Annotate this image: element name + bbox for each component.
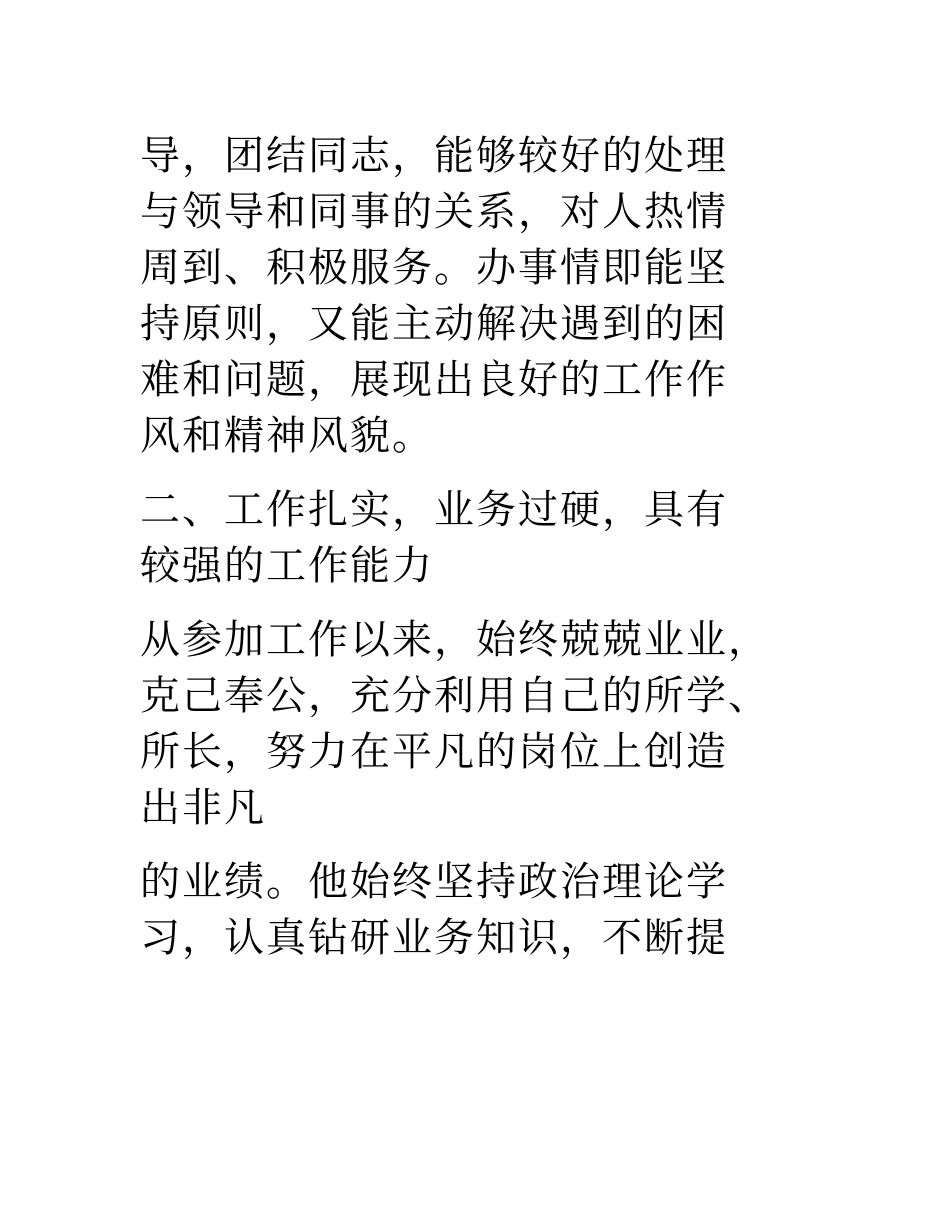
text-line: 出非凡	[140, 785, 266, 831]
text-line: 导，团结同志，能够较好的处理	[140, 133, 728, 179]
paragraph-work-style	[140, 128, 820, 464]
text-line: 克己奉公，充分利用自己的所学、	[140, 673, 770, 719]
text-line: 风和精神风貌。	[140, 413, 434, 459]
text-line: 的业绩。他始终坚持政治理论学	[140, 859, 728, 905]
document-body	[140, 128, 820, 984]
text-line: 难和问题，展现出良好的工作作	[140, 357, 728, 403]
heading-line: 较强的工作能力	[140, 543, 434, 589]
text-line: 持原则，又能主动解决遇到的困	[140, 301, 728, 347]
text-line: 所长，努力在平凡的岗位上创造	[140, 729, 728, 775]
paragraph-achievements	[140, 854, 820, 966]
text-line: 周到、积极服务。办事情即能坚	[140, 245, 728, 291]
heading-line: 二、工作扎实，业务过硬，具有	[140, 487, 728, 533]
text-line: 与领导和同事的关系，对人热情	[140, 189, 728, 235]
text-line: 习，认真钻研业务知识，不断提	[140, 915, 728, 961]
paragraph-dedication	[140, 612, 820, 836]
section-heading	[140, 482, 820, 594]
text-line: 从参加工作以来，始终兢兢业业，	[140, 617, 770, 663]
